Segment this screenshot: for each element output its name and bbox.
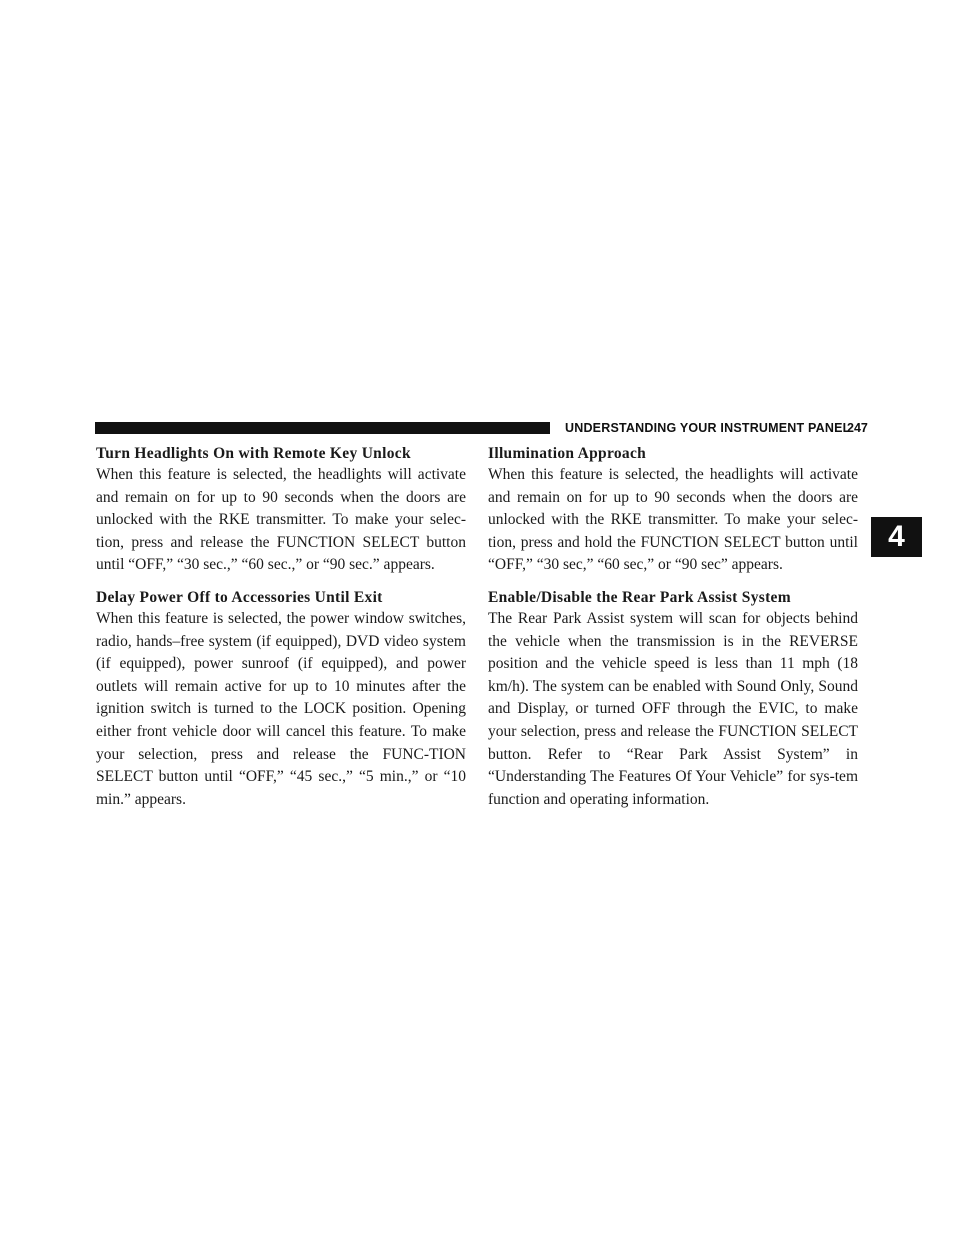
left-column [96,444,466,822]
header-rule-bar [95,422,550,434]
section-heading: Illumination Approach [488,445,647,462]
chapter-tab: 4 [871,517,922,557]
section-body: The Rear Park Assist system will scan for objects behind the vehicle when the transmission is in the REVERSE position and the vehicle speed is less than 11 mph (18 km/h). The system can be enabled with Sound Only, Sound and Display, or turned OFF through the EVIC, to make your selection, press and release the FUNCTION SELECT button. Refer to “Rear Park Assist System” in “Understanding The Features Of Your Vehicle” for sys-tem function and operating information. [488,609,858,808]
section-delay-power-off [96,588,466,811]
section-headlights-remote-unlock [96,444,466,577]
section-heading: Delay Power Off to Accessories Until Exit [96,588,383,606]
section-body: When this feature is selected, the headlights will activate and remain on for up to 90 seconds when the doors are unlocked with the RKE transmitter. To make your selec-tion, press and release the FUNCTION SELECT button until “OFF,” “30 sec.,” “60 sec.,” or “90 sec.” appears. [96,466,466,574]
page-header [95,420,875,436]
section-body: When this feature is selected, the power window switches, radio, hands–free system (if equipped), DVD video system (if equipped), power sunroof (if equipped), and power outlets will remain active for up to 10 minutes after the ignition switch is turned to the LOCK position. Opening either front vehicle door will cancel this feature. To make your selection, press and release the FUNC-TION SELECT button until “OFF,” “45 sec.,” “5 min.,” or “10 min.” appears. [96,609,466,808]
right-column [488,444,858,822]
section-heading: Turn Headlights On with Remote Key Unlock [96,445,411,462]
page-number: 247 [847,421,868,435]
section-illumination-approach [488,444,858,577]
section-rear-park-assist [488,588,858,811]
section-body: When this feature is selected, the headlights will activate and remain on for up to 90 seconds when the doors are unlocked with the RKE transmitter. To make your selec-tion, press and hold the FUNCTION SELECT button until “OFF,” “30 sec,” “60 sec,” or “90 sec” appears. [488,466,858,574]
running-head-title: UNDERSTANDING YOUR INSTRUMENT PANEL [565,421,851,435]
section-heading: Enable/Disable the Rear Park Assist System [488,588,791,606]
